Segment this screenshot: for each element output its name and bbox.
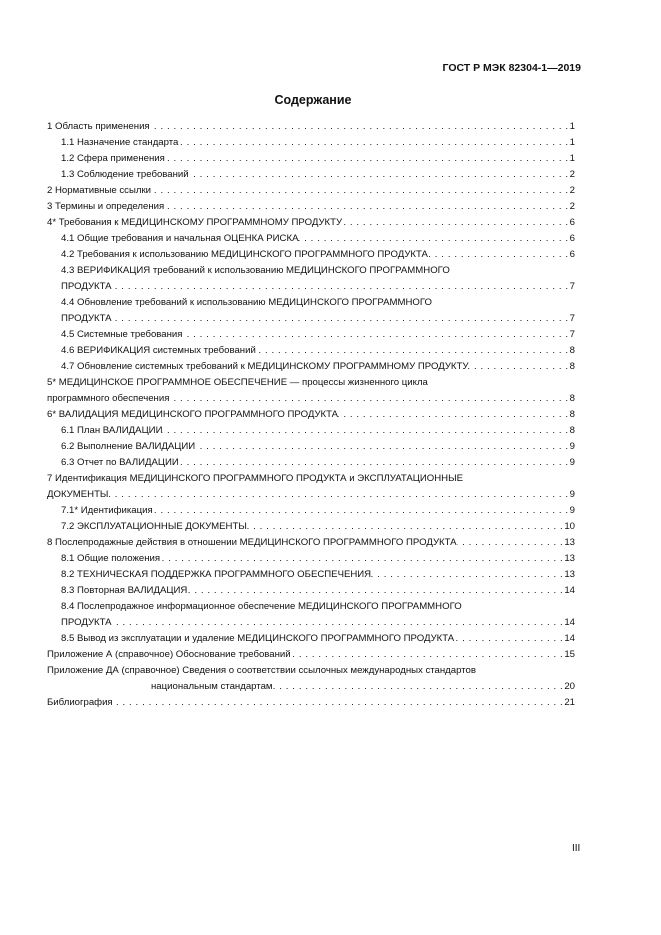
toc-entry-title: 4* Требования к МЕДИЦИНСКОМУ ПРОГРАММНОМУ ПРОДУКТУ — [47, 217, 343, 228]
dot-leader — [273, 679, 564, 695]
toc-entry-title: 7.1* Идентификация — [61, 505, 153, 516]
toc-entry-page: 8 — [569, 361, 575, 372]
dot-leader — [428, 247, 569, 263]
dot-leader — [247, 519, 563, 535]
toc-entry-last-line — [61, 327, 575, 343]
toc-entry[interactable] — [47, 695, 575, 711]
toc-entry-title: 4.6 ВЕРИФИКАЦИЯ системных требований — [61, 345, 256, 356]
toc-entry-last-line — [61, 231, 575, 247]
toc-entry-page: 14 — [564, 585, 575, 596]
dot-leader — [291, 647, 564, 663]
document-header-id: ГОСТ Р МЭК 82304-1—2019 — [442, 62, 581, 74]
toc-entry-page: 8 — [569, 393, 575, 404]
toc-entry-page: 21 — [564, 697, 575, 708]
toc-entry-page: 2 — [569, 185, 575, 196]
toc-entry[interactable] — [47, 375, 575, 407]
toc-entry[interactable] — [47, 519, 575, 535]
toc-entry[interactable] — [47, 167, 575, 183]
toc-entry[interactable] — [47, 151, 575, 167]
dot-leader — [112, 279, 569, 295]
toc-entry-title: 4.3 ВЕРИФИКАЦИЯ требований к использованию МЕДИЦИНСКОГО ПРОГРАММНОГО — [61, 265, 450, 276]
toc-entry-line — [61, 599, 575, 615]
toc-entry[interactable] — [47, 183, 575, 199]
toc-entry[interactable] — [47, 471, 575, 503]
toc-entry-last-line — [61, 631, 575, 647]
toc-entry-last-line — [47, 647, 575, 663]
toc-entry-last-line — [47, 407, 575, 423]
toc-entry-title: ПРОДУКТА — [61, 281, 112, 292]
toc-entry[interactable] — [47, 503, 575, 519]
dot-leader — [150, 119, 569, 135]
table-of-contents — [47, 119, 575, 711]
toc-entry-title: 4.7 Обновление системных требований к МЕДИЦИНСКОМУ ПРОГРАММНОМУ ПРОДУКТУ — [61, 361, 469, 372]
dot-leader — [256, 343, 569, 359]
toc-entry[interactable] — [47, 295, 575, 327]
toc-entry-title: 6.3 Отчет по ВАЛИДАЦИИ — [61, 457, 179, 468]
toc-entry-last-line — [61, 135, 575, 151]
toc-entry-last-line — [61, 423, 575, 439]
toc-entry-title: 2 Нормативные ссылки — [47, 185, 152, 196]
toc-entry-title: 8.3 Повторная ВАЛИДАЦИЯ — [61, 585, 188, 596]
dot-leader — [454, 631, 563, 647]
toc-entry[interactable] — [47, 263, 575, 295]
toc-entry-last-line — [61, 247, 575, 263]
toc-entry-page: 6 — [569, 233, 575, 244]
toc-entry-title: Приложение ДА (справочное) Сведения о соответствии ссылочных международных стандартов — [47, 665, 476, 676]
dot-leader — [182, 327, 568, 343]
toc-entry-title: 8 Послепродажные действия в отношении МЕДИЦИНСКОГО ПРОГРАММНОГО ПРОДУКТА — [47, 537, 457, 548]
toc-entry-title: 6.2 Выполнение ВАЛИДАЦИИ — [61, 441, 196, 452]
toc-entry-title: 1.1 Назначение стандарта — [61, 137, 179, 148]
toc-entry-title: программного обеспечения — [47, 393, 170, 404]
toc-entry-last-line — [61, 167, 575, 183]
toc-entry-title: 4.1 Общие требования и начальная ОЦЕНКА РИСКА — [61, 233, 299, 244]
toc-entry[interactable] — [47, 455, 575, 471]
toc-entry-last-line — [61, 455, 575, 471]
dot-leader — [169, 391, 568, 407]
toc-entry-page: 1 — [569, 153, 575, 164]
toc-entry[interactable] — [47, 119, 575, 135]
toc-entry-page: 14 — [564, 633, 575, 644]
toc-entry-last-line — [61, 567, 575, 583]
toc-entry[interactable] — [47, 631, 575, 647]
toc-entry[interactable] — [47, 359, 575, 375]
toc-entry-page: 8 — [569, 345, 575, 356]
toc-entry-last-line — [47, 695, 575, 711]
toc-entry[interactable] — [47, 231, 575, 247]
toc-entry-title: 4.4 Обновление требований к использованию МЕДИЦИНСКОГО ПРОГРАММНОГО — [61, 297, 433, 308]
toc-entry-last-line — [47, 119, 575, 135]
toc-entry[interactable] — [47, 567, 575, 583]
toc-entry-last-line — [61, 279, 575, 295]
toc-entry-line — [61, 295, 575, 311]
toc-entry-title: ПРОДУКТА — [61, 313, 112, 324]
toc-entry-last-line — [47, 199, 575, 215]
toc-entry-last-line — [47, 679, 575, 695]
toc-entry-page: 6 — [569, 249, 575, 260]
page-title: Содержание — [274, 93, 352, 107]
toc-entry-last-line — [61, 519, 575, 535]
toc-entry-page: 8 — [569, 425, 575, 436]
toc-entry-page: 9 — [569, 441, 575, 452]
toc-entry[interactable] — [47, 215, 575, 231]
toc-entry[interactable] — [47, 343, 575, 359]
toc-entry[interactable] — [47, 551, 575, 567]
toc-entry-last-line — [61, 615, 575, 631]
toc-entry-page: 20 — [564, 681, 575, 692]
dot-leader — [179, 455, 569, 471]
toc-entry-page: 13 — [564, 553, 575, 564]
toc-entry-page: 7 — [569, 281, 575, 292]
toc-entry-page: 9 — [569, 505, 575, 516]
toc-entry-title: 8.4 Послепродажное информационное обеспечение МЕДИЦИНСКОГО ПРОГРАММНОГО — [61, 601, 462, 612]
toc-entry-title: 7.2 ЭКСПЛУАТАЦИОННЫЕ ДОКУМЕНТЫ — [61, 521, 247, 532]
dot-leader — [371, 567, 563, 583]
toc-entry-title: ДОКУМЕНТЫ — [47, 489, 109, 500]
toc-entry-title: 8.1 Общие положения — [61, 553, 161, 564]
toc-entry-last-line — [47, 183, 575, 199]
toc-entry-last-line — [47, 487, 575, 503]
toc-entry-page: 8 — [569, 409, 575, 420]
toc-entry-title: 4.2 Требования к использованию МЕДИЦИНСКОГО ПРОГРАММНОГО ПРОДУКТА — [61, 249, 428, 260]
toc-entry-title: 1 Область применения — [47, 121, 150, 132]
toc-entry-page: 13 — [564, 569, 575, 580]
toc-entry-page: 2 — [569, 169, 575, 180]
toc-entry-last-line — [61, 503, 575, 519]
toc-entry[interactable] — [47, 663, 575, 695]
dot-leader — [342, 215, 569, 231]
toc-entry-page: 7 — [569, 329, 575, 340]
toc-entry-last-line — [61, 359, 575, 375]
dot-leader — [162, 423, 568, 439]
page-number: III — [572, 843, 581, 854]
toc-entry-page: 6 — [569, 217, 575, 228]
toc-entry[interactable] — [47, 247, 575, 263]
toc-entry[interactable] — [47, 647, 575, 663]
toc-entry-last-line — [61, 343, 575, 359]
toc-entry-last-line — [61, 551, 575, 567]
toc-entry[interactable] — [47, 423, 575, 439]
dot-leader — [298, 231, 568, 247]
toc-entry-title: 6.1 План ВАЛИДАЦИИ — [61, 425, 163, 436]
dot-leader — [112, 615, 564, 631]
toc-entry-line — [47, 375, 575, 391]
toc-entry-page: 15 — [564, 649, 575, 660]
toc-entry-last-line — [61, 583, 575, 599]
toc-entry[interactable] — [47, 135, 575, 151]
dot-leader — [160, 551, 563, 567]
toc-entry-page: 7 — [569, 313, 575, 324]
dot-leader — [165, 151, 569, 167]
toc-entry-last-line — [61, 151, 575, 167]
dot-leader — [178, 135, 568, 151]
toc-entry-page: 13 — [564, 537, 575, 548]
toc-entry-line — [61, 263, 575, 279]
toc-entry-title: Приложение А (справочное) Обоснование требований — [47, 649, 291, 660]
toc-entry-title: 8.5 Вывод из эксплуатации и удаление МЕДИЦИНСКОГО ПРОГРАММНОГО ПРОДУКТА — [61, 633, 455, 644]
toc-entry-title: ПРОДУКТА — [61, 617, 112, 628]
toc-entry-page: 1 — [569, 121, 575, 132]
toc-entry[interactable] — [47, 199, 575, 215]
toc-entry-title: 5* МЕДИЦИНСКОЕ ПРОГРАММНОЕ ОБЕСПЕЧЕНИЕ — процессы жизненного цикла — [47, 377, 428, 388]
dot-leader — [113, 695, 564, 711]
toc-entry-title: 3 Термины и определения — [47, 201, 165, 212]
toc-entry[interactable] — [47, 583, 575, 599]
dot-leader — [338, 407, 569, 423]
toc-entry[interactable] — [47, 407, 575, 423]
toc-entry-line — [47, 663, 575, 679]
dot-leader — [187, 583, 563, 599]
toc-entry-last-line — [47, 535, 575, 551]
toc-entry-page: 14 — [564, 617, 575, 628]
toc-entry[interactable] — [47, 327, 575, 343]
dot-leader — [457, 535, 564, 551]
toc-entry-line — [47, 471, 575, 487]
dot-leader — [189, 167, 569, 183]
toc-entry[interactable] — [47, 535, 575, 551]
toc-entry[interactable] — [47, 599, 575, 631]
toc-entry-title: 8.2 ТЕХНИЧЕСКАЯ ПОДДЕРЖКА ПРОГРАММНОГО ОБЕСПЕЧЕНИЯ — [61, 569, 372, 580]
dot-leader — [108, 487, 568, 503]
toc-entry-page: 9 — [569, 489, 575, 500]
toc-entry-last-line — [61, 439, 575, 455]
toc-entry-page: 10 — [564, 521, 575, 532]
dot-leader — [195, 439, 568, 455]
toc-entry-title: 1.3 Соблюдение требований — [61, 169, 189, 180]
toc-entry[interactable] — [47, 439, 575, 455]
dot-leader — [153, 503, 569, 519]
toc-entry-last-line — [61, 311, 575, 327]
dot-leader — [151, 183, 569, 199]
toc-entry-title: национальным стандартам — [151, 681, 273, 692]
toc-entry-page: 2 — [569, 201, 575, 212]
dot-leader — [164, 199, 568, 215]
toc-entry-title: Библиография — [47, 697, 113, 708]
toc-entry-title: 4.5 Системные требования — [61, 329, 183, 340]
toc-entry-title: 7 Идентификация МЕДИЦИНСКОГО ПРОГРАММНОГО ПРОДУКТА и ЭКСПЛУАТАЦИОННЫЕ — [47, 473, 463, 484]
dot-leader — [468, 359, 568, 375]
toc-entry-title: 6* ВАЛИДАЦИЯ МЕДИЦИНСКОГО ПРОГРАММНОГО ПРОДУКТА — [47, 409, 339, 420]
toc-entry-page: 1 — [569, 137, 575, 148]
toc-entry-title: 1.2 Сфера применения — [61, 153, 165, 164]
toc-entry-last-line — [47, 391, 575, 407]
toc-entry-last-line — [47, 215, 575, 231]
dot-leader — [112, 311, 569, 327]
toc-entry-page: 9 — [569, 457, 575, 468]
